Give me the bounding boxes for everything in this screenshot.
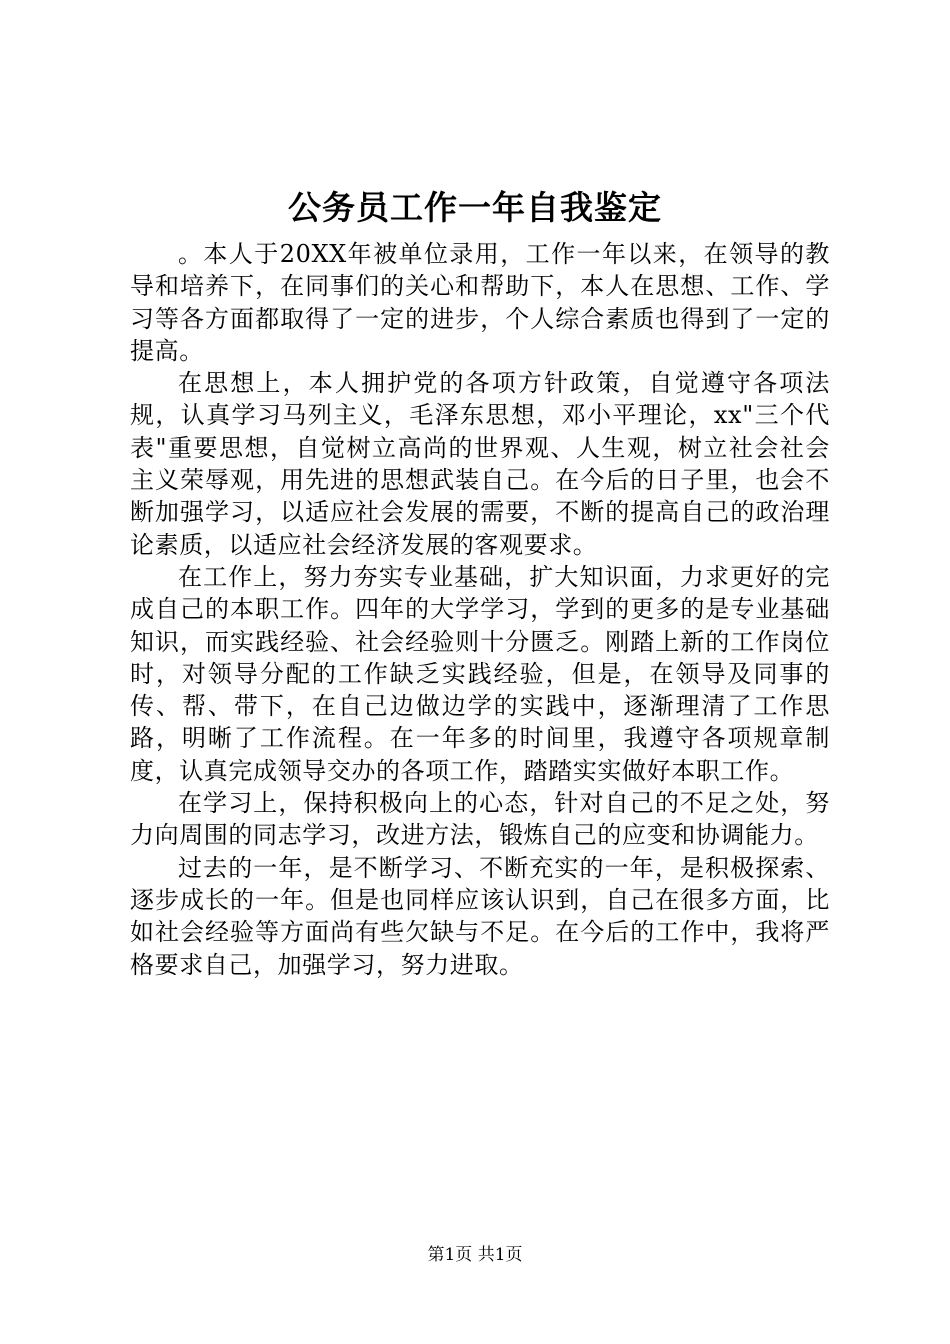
document-title: 公务员工作一年自我鉴定: [288, 188, 662, 227]
paragraph-intro: 。本人于20XX年被单位录用，工作一年以来，在领导的教导和培养下，在同事们的关心和帮助下，本人在思想、工作、学习等各方面都取得了一定的进步，个人综合素质也得到了一定的提高。: [130, 240, 830, 365]
document-body: [130, 238, 830, 981]
paragraph-summary: 过去的一年，是不断学习、不断充实的一年，是积极探索、逐步成长的一年。但是也同样应该认识到，自己在很多方面，比如社会经验等方面尚有些欠缺与不足。在今后的工作中，我将严格要求自己，加强学习，努力进取。: [130, 853, 830, 979]
paragraph-ideology: 在思想上，本人拥护党的各项方针政策，自觉遵守各项法规，认真学习马列主义，毛泽东思想，邓小平理论，xx"三个代表"重要思想，自觉树立高尚的世界观、人生观，树立社会社会主义荣辱观，用先进的思想武装自己。在今后的日子里，也会不断加强学习，以适应社会发展的需要，不断的提高自己的政治理论素质，以适应社会经济发展的客观要求。: [130, 369, 830, 559]
paragraph-study: 在学习上，保持积极向上的心态，针对自己的不足之处，努力向周围的同志学习，改进方法，锻炼自己的应变和协调能力。: [130, 789, 830, 850]
page-number-footer: 第1页 共1页: [427, 1245, 523, 1265]
paragraph-work: 在工作上，努力夯实专业基础，扩大知识面，力求更好的完成自己的本职工作。四年的大学学习，学到的更多的是专业基础知识，而实践经验、社会经验则十分匮乏。刚踏上新的工作岗位时，对领导分配的工作缺乏实践经验，但是，在领导及同事的传、帮、带下，在自己边做边学的实践中，逐渐理清了工作思路，明晰了工作流程。在一年多的时间里，我遵守各项规章制度，认真完成领导交办的各项工作，踏踏实实做好本职工作。: [130, 562, 830, 785]
